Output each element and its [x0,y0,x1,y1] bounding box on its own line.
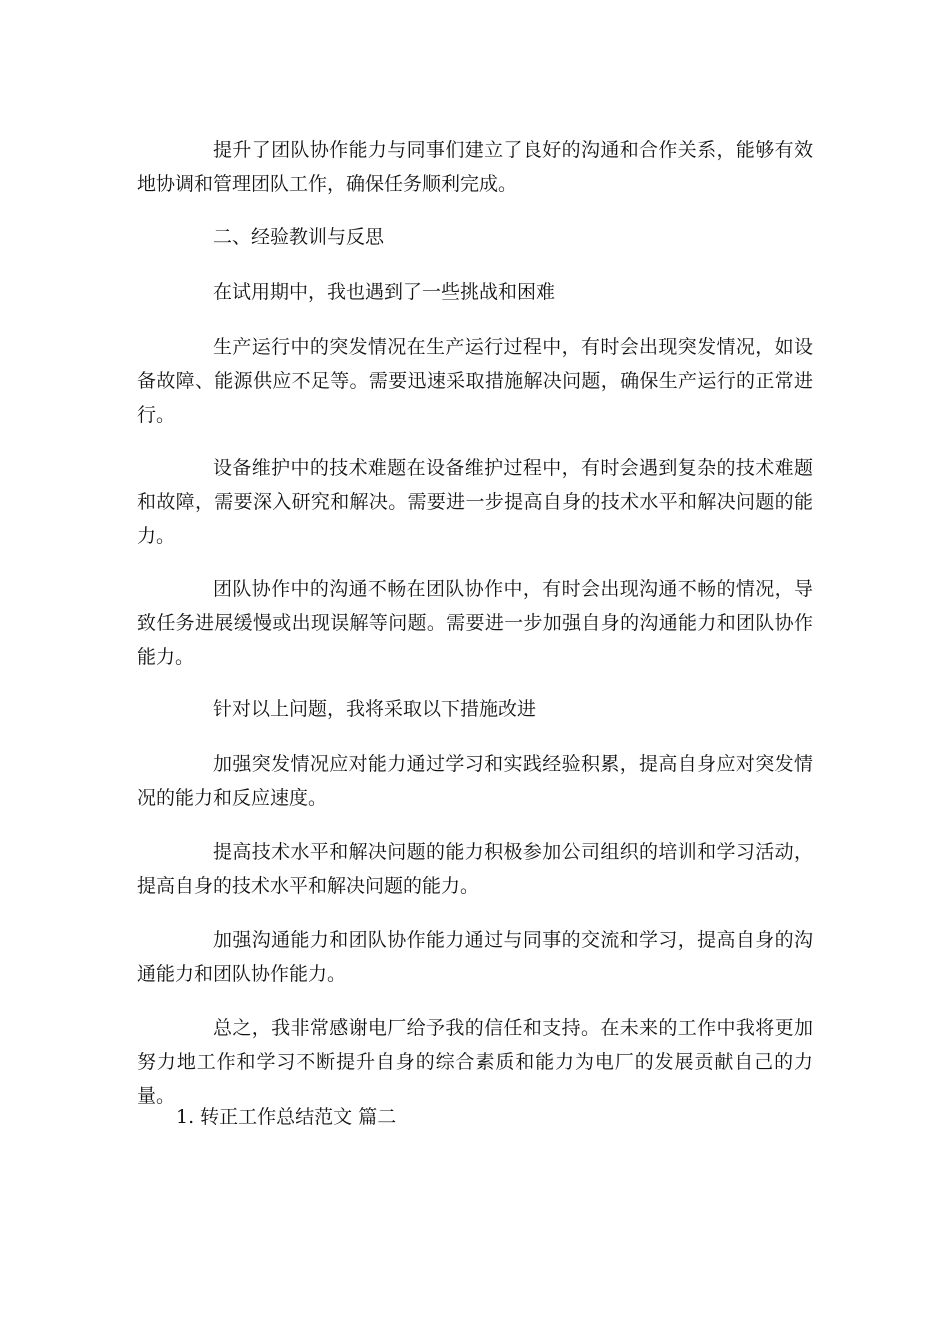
paragraph-challenges-intro: 在试用期中，我也遇到了一些挑战和困难 [213,281,556,303]
paragraph-production-emergency: 生产运行中的突发情况在生产运行过程中，有时会出现突发情况，如设备故障、能源供应不足等。需要迅速采取措施解决问题，确保生产运行的正常进行。 [137,336,813,426]
paragraph-maintenance-difficulty: 设备维护中的技术难题在设备维护过程中，有时会遇到复杂的技术难题和故障，需要深入研究和解决。需要进一步提高自身的技术水平和解决问题的能力。 [137,457,813,547]
section-heading-lessons: 二、经验教训与反思 [213,226,385,248]
paragraph-conclusion: 总之，我非常感谢电厂给予我的信任和支持。在未来的工作中我将更加努力地工作和学习不断提升自身的综合素质和能力为电厂的发展贡献自己的力量。 [137,1017,813,1107]
paragraph-improvement-intro: 针对以上问题，我将采取以下措施改进 [213,698,537,720]
next-article-heading: 1. 转正工作总结范文 篇二 [176,1106,397,1128]
paragraph-communication-issue: 团队协作中的沟通不畅在团队协作中，有时会出现沟通不畅的情况，导致任务进展缓慢或出现误解等问题。需要进一步加强自身的沟通能力和团队协作能力。 [137,578,813,668]
paragraph-teamwork-ability: 提升了团队协作能力与同事们建立了良好的沟通和合作关系，能够有效地协调和管理团队工作，确保任务顺利完成。 [137,139,813,195]
paragraph-improve-technical: 提高技术水平和解决问题的能力积极参加公司组织的培训和学习活动，提高自身的技术水平和解决问题的能力。 [137,841,813,897]
paragraph-improve-communication: 加强沟通能力和团队协作能力通过与同事的交流和学习，提高自身的沟通能力和团队协作能力。 [137,929,813,985]
paragraph-improve-emergency: 加强突发情况应对能力通过学习和实践经验积累，提高自身应对突发情况的能力和反应速度。 [137,753,813,809]
